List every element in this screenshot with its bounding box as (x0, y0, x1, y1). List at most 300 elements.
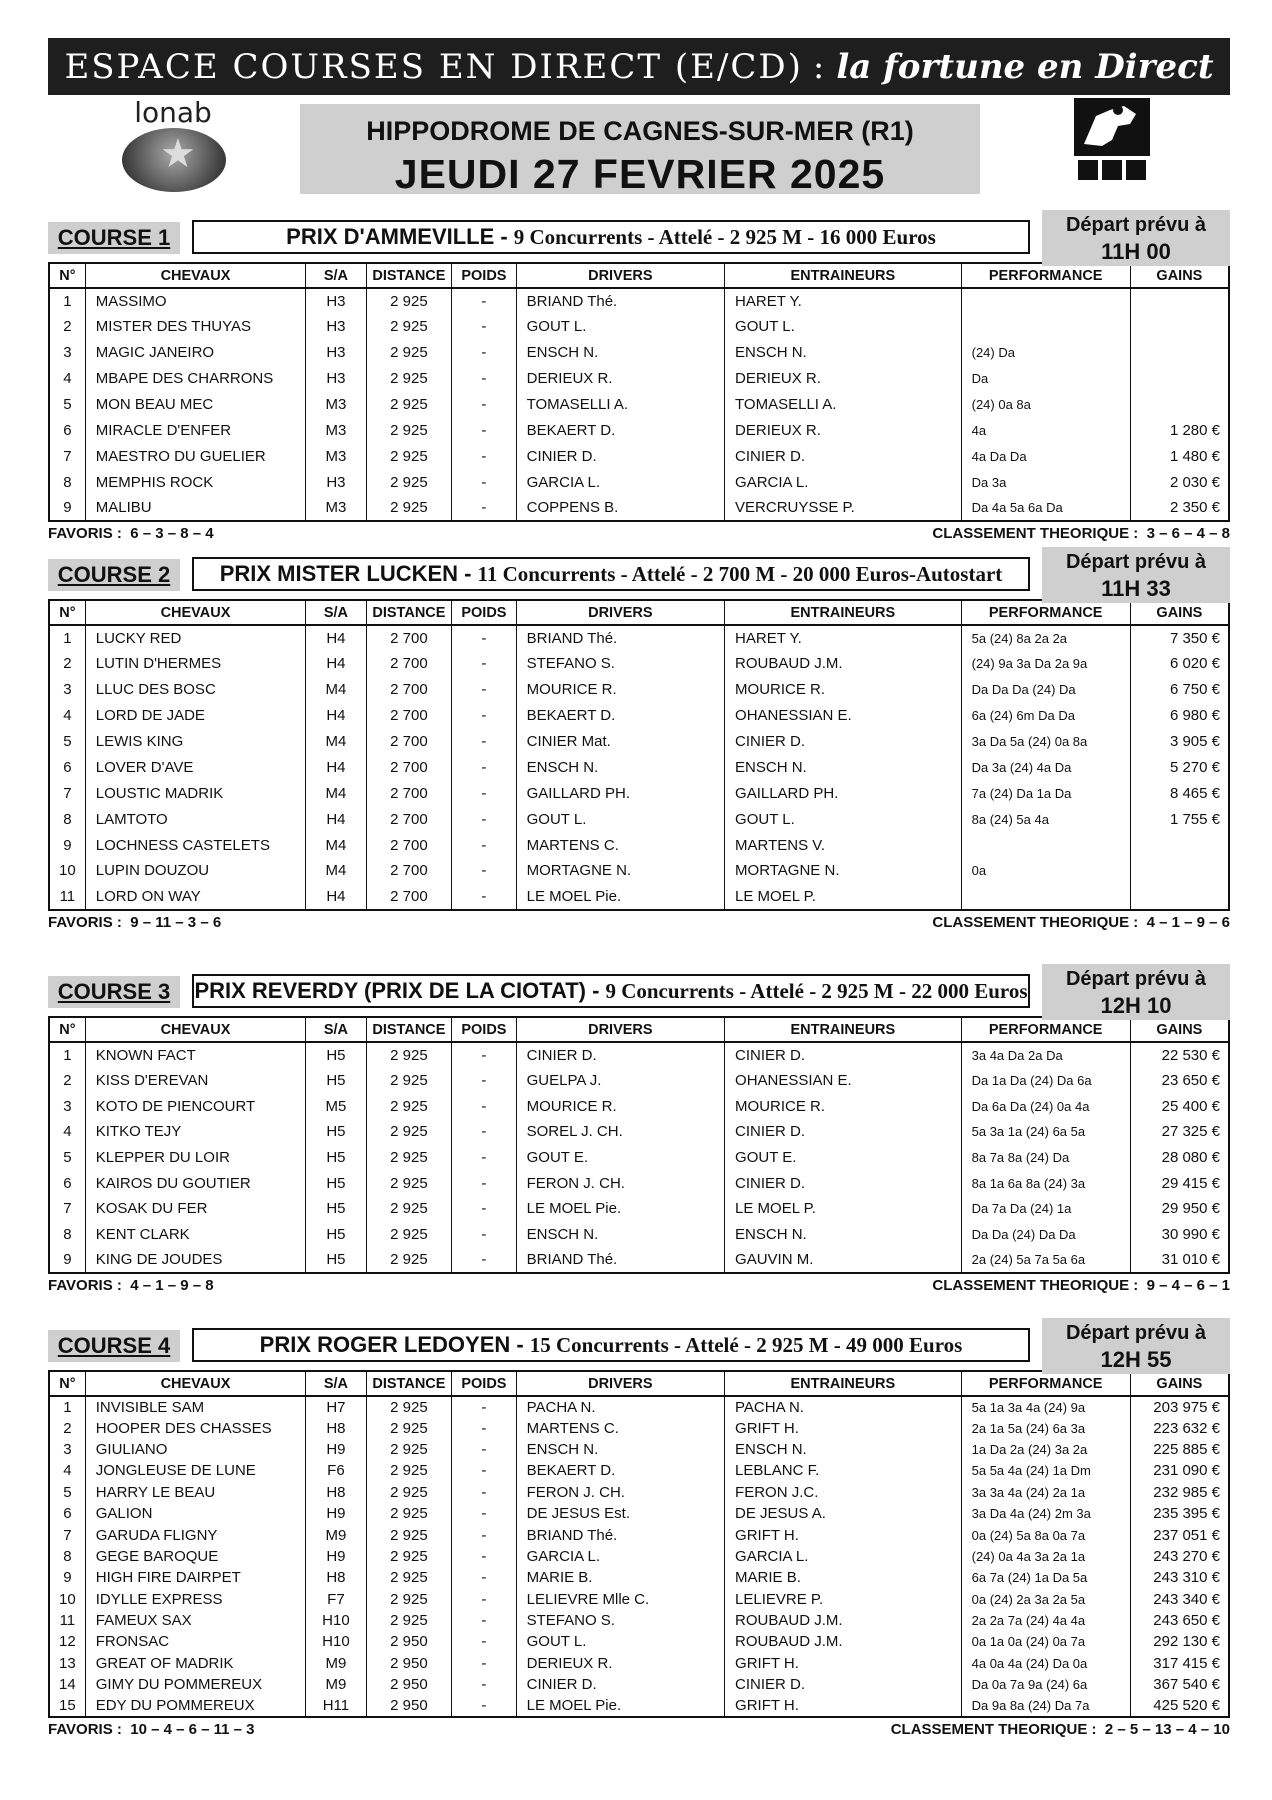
table-cell: 2 925 (366, 1248, 452, 1274)
column-header: DISTANCE (366, 263, 452, 288)
table-cell: GAILLARD PH. (516, 780, 724, 806)
table-cell: 3a 4a Da 2a Da (961, 1042, 1130, 1068)
table-cell: ROUBAUD J.M. (725, 1631, 962, 1652)
table-cell: H3 (306, 288, 366, 314)
table-cell (961, 884, 1130, 910)
prix-name: PRIX MISTER LUCKEN - (219, 561, 472, 586)
table-cell: BEKAERT D. (516, 703, 724, 729)
table-cell: GRIFT H. (725, 1417, 962, 1438)
course-title-box (192, 1328, 1030, 1362)
table-cell: Da (961, 366, 1130, 392)
table-row (49, 1695, 1229, 1716)
table-cell: 30 990 € (1130, 1222, 1229, 1248)
table-cell: (24) Da (961, 340, 1130, 366)
table-cell: 5a 3a 1a (24) 6a 5a (961, 1119, 1130, 1145)
column-header: ENTRAINEURS (725, 1371, 962, 1396)
table-cell: 4a (961, 417, 1130, 443)
table-cell: MORTAGNE N. (725, 858, 962, 884)
table-cell: SOREL J. CH. (516, 1119, 724, 1145)
table-cell: FAMEUX SAX (85, 1610, 305, 1631)
column-header: DRIVERS (516, 600, 724, 625)
table-cell: FERON J. CH. (516, 1170, 724, 1196)
table-cell: 12 (49, 1631, 85, 1652)
table-cell: - (452, 1653, 516, 1674)
table-cell: 4 (49, 366, 85, 392)
prix-name: PRIX D'AMMEVILLE - (286, 224, 508, 249)
table-cell: ENSCH N. (516, 1222, 724, 1248)
table-row (49, 1145, 1229, 1171)
table-cell: 2 925 (366, 340, 452, 366)
course-section (48, 1318, 1230, 1741)
table-cell: 2 925 (366, 1170, 452, 1196)
table-cell: 2 700 (366, 677, 452, 703)
classement-value: 4 – 1 – 9 – 6 (1146, 913, 1230, 931)
table-cell: DERIEUX R. (516, 1653, 724, 1674)
table-cell: - (452, 1631, 516, 1652)
table-cell: 2 925 (366, 1546, 452, 1567)
table-header-row (49, 263, 1229, 288)
table-row (49, 1631, 1229, 1652)
top-banner (48, 38, 1230, 95)
table-cell: 2 (49, 1068, 85, 1094)
table-cell: LELIEVRE Mlle C. (516, 1589, 724, 1610)
table-cell: H5 (306, 1222, 366, 1248)
table-cell: Da 9a 8a (24) Da 7a (961, 1695, 1130, 1716)
table-cell: 2 (49, 651, 85, 677)
table-cell: GARCIA L. (516, 1546, 724, 1567)
table-cell: LE MOEL Pie. (516, 884, 724, 910)
table-row (49, 1589, 1229, 1610)
table-cell: 5 (49, 392, 85, 418)
table-row (49, 1119, 1229, 1145)
table-cell: CINIER Mat. (516, 729, 724, 755)
table-cell: 235 395 € (1130, 1503, 1229, 1524)
table-cell: PACHA N. (516, 1396, 724, 1417)
table-cell: 2 925 (366, 417, 452, 443)
table-cell: STEFANO S. (516, 651, 724, 677)
table-cell: - (452, 1674, 516, 1695)
table-row (49, 340, 1229, 366)
table-row (49, 1503, 1229, 1524)
table-cell: H3 (306, 314, 366, 340)
table-cell: ENSCH N. (725, 1222, 962, 1248)
table-cell: - (452, 1503, 516, 1524)
table-cell (1130, 314, 1229, 340)
table-cell: KLEPPER DU LOIR (85, 1145, 305, 1171)
table-cell: LUPIN DOUZOU (85, 858, 305, 884)
table-cell: 203 975 € (1130, 1396, 1229, 1417)
table-cell: - (452, 366, 516, 392)
table-cell: MISTER DES THUYAS (85, 314, 305, 340)
column-header: ENTRAINEURS (725, 600, 962, 625)
table-cell: EDY DU POMMEREUX (85, 1695, 305, 1716)
egm-letter-box-e (1078, 160, 1098, 180)
table-row (49, 1653, 1229, 1674)
table-cell: 6a 7a (24) 1a Da 5a (961, 1567, 1130, 1588)
table-row (49, 1610, 1229, 1631)
column-header: GAINS (1130, 1017, 1229, 1042)
table-row (49, 495, 1229, 521)
table-cell: H3 (306, 469, 366, 495)
table-cell: MARIE B. (725, 1567, 962, 1588)
column-header: CHEVAUX (85, 600, 305, 625)
prix-details: 9 Concurrents - Attelé - 2 925 M - 22 000 Euros (605, 978, 1028, 1003)
prix-name: PRIX ROGER LEDOYEN - (259, 1332, 524, 1357)
table-row (49, 366, 1229, 392)
table-cell: Da 1a Da (24) Da 6a (961, 1068, 1130, 1094)
table-cell: CINIER D. (725, 443, 962, 469)
table-row (49, 1674, 1229, 1695)
table-cell: M5 (306, 1093, 366, 1119)
table-cell: - (452, 1417, 516, 1438)
table-cell: GREAT OF MADRIK (85, 1653, 305, 1674)
table-row (49, 1170, 1229, 1196)
table-cell: 23 650 € (1130, 1068, 1229, 1094)
prix-details: 11 Concurrents - Attelé - 2 700 M - 20 000 Euros-Autostart (477, 561, 1003, 586)
jockey-head (1113, 105, 1123, 115)
table-cell: ENSCH N. (516, 340, 724, 366)
depart-label: Départ prévu à (1065, 968, 1207, 990)
table-row (49, 1093, 1229, 1119)
table-cell: 2 950 (366, 1631, 452, 1652)
prix-name: PRIX REVERDY (PRIX DE LA CIOTAT) - (194, 978, 600, 1003)
classement-value: 9 – 4 – 6 – 1 (1146, 1277, 1230, 1295)
table-cell: 1a Da 2a (24) 3a 2a (961, 1439, 1130, 1460)
table-cell: H9 (306, 1546, 366, 1567)
table-cell: - (452, 1482, 516, 1503)
table-cell: 6 (49, 1503, 85, 1524)
table-cell: - (452, 703, 516, 729)
table-cell: 2 925 (366, 1396, 452, 1417)
race-header (300, 104, 980, 197)
table-cell: 2 950 (366, 1674, 452, 1695)
table-cell: (24) 9a 3a Da 2a 9a (961, 651, 1130, 677)
favoris-label: FAVORIS : (48, 525, 122, 543)
table-cell: 2 925 (366, 1093, 452, 1119)
course-section (48, 210, 1230, 545)
table-cell: BRIAND Thé. (516, 625, 724, 651)
table-cell: H4 (306, 884, 366, 910)
table-cell: 10 (49, 858, 85, 884)
table-cell: 3 905 € (1130, 729, 1229, 755)
table-cell: - (452, 729, 516, 755)
course-footer (48, 525, 1230, 545)
table-cell: - (452, 1460, 516, 1481)
favoris-value: 6 – 3 – 8 – 4 (130, 525, 214, 543)
column-header: GAINS (1130, 600, 1229, 625)
table-cell: - (452, 340, 516, 366)
column-header: S/A (306, 1017, 366, 1042)
course-label: COURSE 1 (48, 222, 180, 254)
table-cell: H4 (306, 806, 366, 832)
table-cell: GOUT E. (725, 1145, 962, 1171)
table-cell: 14 (49, 1674, 85, 1695)
table-row (49, 1417, 1229, 1438)
table-cell: H5 (306, 1042, 366, 1068)
favoris (48, 1721, 255, 1738)
course-header (48, 210, 1230, 262)
table-cell: 1 480 € (1130, 443, 1229, 469)
column-header: PERFORMANCE (961, 263, 1130, 288)
table-cell: 0a 1a 0a (24) 0a 7a (961, 1631, 1130, 1652)
table-row (49, 1068, 1229, 1094)
table-cell: Da 6a Da (24) 0a 4a (961, 1093, 1130, 1119)
table-cell: 2 925 (366, 1567, 452, 1588)
table-cell: CINIER D. (516, 1674, 724, 1695)
table-cell: 25 400 € (1130, 1093, 1229, 1119)
table-row (49, 392, 1229, 418)
table-cell: ENSCH N. (725, 340, 962, 366)
table-row (49, 314, 1229, 340)
depart-time: 11H 00 (1101, 239, 1171, 264)
depart-label: Départ prévu à (1065, 214, 1207, 236)
table-cell: H8 (306, 1567, 366, 1588)
favoris-value: 10 – 4 – 6 – 11 – 3 (130, 1720, 255, 1738)
table-cell: 2 700 (366, 703, 452, 729)
table-row (49, 651, 1229, 677)
table-cell: 13 (49, 1653, 85, 1674)
table-cell: LORD ON WAY (85, 884, 305, 910)
table-cell: CINIER D. (725, 1170, 962, 1196)
table-cell: GALION (85, 1503, 305, 1524)
table-cell: - (452, 417, 516, 443)
table-cell: - (452, 1145, 516, 1171)
favoris-label: FAVORIS : (48, 1720, 122, 1738)
table-cell: M4 (306, 832, 366, 858)
table-cell: F7 (306, 1589, 366, 1610)
table-cell: GOUT L. (725, 314, 962, 340)
table-cell: GOUT L. (516, 1631, 724, 1652)
table-cell: MORTAGNE N. (516, 858, 724, 884)
table-cell: CINIER D. (725, 1119, 962, 1145)
table-cell: 2 700 (366, 754, 452, 780)
table-cell: 28 080 € (1130, 1145, 1229, 1171)
column-header: ENTRAINEURS (725, 263, 962, 288)
depart-box (1042, 964, 1230, 1020)
column-header: ENTRAINEURS (725, 1017, 962, 1042)
table-cell: H9 (306, 1439, 366, 1460)
table-cell: DERIEUX R. (725, 417, 962, 443)
egm-letter-box-m (1126, 160, 1146, 180)
table-cell: DE JESUS Est. (516, 1503, 724, 1524)
table-cell: LE MOEL Pie. (516, 1196, 724, 1222)
table-cell: 3a 3a 4a (24) 2a 1a (961, 1482, 1130, 1503)
table-cell: FERON J.C. (725, 1482, 962, 1503)
table-cell: 0a (961, 858, 1130, 884)
favoris-label: FAVORIS : (48, 1277, 122, 1295)
table-cell: LLUC DES BOSC (85, 677, 305, 703)
table-cell: 29 950 € (1130, 1196, 1229, 1222)
depart-label: Départ prévu à (1065, 551, 1207, 573)
table-cell: - (452, 1119, 516, 1145)
table-cell: 29 415 € (1130, 1170, 1229, 1196)
table-cell: GAILLARD PH. (725, 780, 962, 806)
table-cell: KITKO TEJY (85, 1119, 305, 1145)
classement-theorique (932, 1277, 1230, 1294)
table-cell: 1 (49, 625, 85, 651)
table-cell: ROUBAUD J.M. (725, 651, 962, 677)
table-cell: Da Da (24) Da Da (961, 1222, 1130, 1248)
table-cell: 4a 0a 4a (24) Da 0a (961, 1653, 1130, 1674)
table-cell: GRIFT H. (725, 1653, 962, 1674)
table-cell: 425 520 € (1130, 1695, 1229, 1716)
column-header: DRIVERS (516, 1371, 724, 1396)
table-cell (961, 832, 1130, 858)
table-cell: F6 (306, 1460, 366, 1481)
table-cell: 2 700 (366, 780, 452, 806)
table-cell: 6 (49, 754, 85, 780)
table-cell: - (452, 1524, 516, 1545)
table-cell: KAIROS DU GOUTIER (85, 1170, 305, 1196)
table-cell: MARIE B. (516, 1567, 724, 1588)
table-cell: LUTIN D'HERMES (85, 651, 305, 677)
table-cell: M4 (306, 677, 366, 703)
table-cell: STEFANO S. (516, 1610, 724, 1631)
prix-details: 15 Concurrents - Attelé - 2 925 M - 49 000 Euros (529, 1332, 963, 1357)
table-cell: - (452, 469, 516, 495)
column-header: POIDS (452, 1371, 516, 1396)
table-cell: ENSCH N. (725, 1439, 962, 1460)
table-cell: PACHA N. (725, 1396, 962, 1417)
logo-text: lonab (134, 96, 212, 129)
table-cell: 243 310 € (1130, 1567, 1229, 1588)
table-cell: 6 980 € (1130, 703, 1229, 729)
table-row (49, 1546, 1229, 1567)
table-cell (1130, 884, 1229, 910)
table-cell: HARRY LE BEAU (85, 1482, 305, 1503)
table-cell: 292 130 € (1130, 1631, 1229, 1652)
table-cell: H3 (306, 366, 366, 392)
column-header: S/A (306, 1371, 366, 1396)
table-cell: 8 (49, 1222, 85, 1248)
table-row (49, 1248, 1229, 1274)
table-cell: 231 090 € (1130, 1460, 1229, 1481)
course-label: COURSE 3 (48, 976, 180, 1008)
table-row (49, 1196, 1229, 1222)
column-header: S/A (306, 600, 366, 625)
column-header: DRIVERS (516, 263, 724, 288)
table-cell (1130, 858, 1229, 884)
table-cell: GARCIA L. (725, 469, 962, 495)
table-cell: H8 (306, 1482, 366, 1503)
table-cell: BRIAND Thé. (516, 1248, 724, 1274)
table-cell: 2 925 (366, 469, 452, 495)
table-cell: BRIAND Thé. (516, 1524, 724, 1545)
table-cell (1130, 366, 1229, 392)
table-cell: - (452, 677, 516, 703)
table-cell: CINIER D. (516, 1042, 724, 1068)
course-section (48, 964, 1230, 1297)
table-cell: Da 7a Da (24) 1a (961, 1196, 1130, 1222)
table-cell: 5 (49, 1482, 85, 1503)
table-cell: - (452, 1196, 516, 1222)
table-cell: LE MOEL Pie. (516, 1695, 724, 1716)
table-cell: 2 (49, 314, 85, 340)
classement-theorique (932, 914, 1230, 931)
table-cell: 9 (49, 1248, 85, 1274)
table-cell: 2 925 (366, 1196, 452, 1222)
table-row (49, 1524, 1229, 1545)
table-cell: H5 (306, 1248, 366, 1274)
table-cell: 8 465 € (1130, 780, 1229, 806)
table-cell: DE JESUS A. (725, 1503, 962, 1524)
table-cell: H5 (306, 1196, 366, 1222)
column-header: N° (49, 263, 85, 288)
table-cell: M4 (306, 780, 366, 806)
table-cell: 2 350 € (1130, 495, 1229, 521)
table-cell: M3 (306, 392, 366, 418)
table-cell: M3 (306, 443, 366, 469)
table-cell: 5 270 € (1130, 754, 1229, 780)
table-cell: MARTENS C. (516, 1417, 724, 1438)
course-header (48, 964, 1230, 1016)
table-cell: - (452, 1546, 516, 1567)
table-cell: MARTENS V. (725, 832, 962, 858)
table-cell: - (452, 1589, 516, 1610)
table-cell: 2 700 (366, 729, 452, 755)
table-row (49, 858, 1229, 884)
table-cell: - (452, 651, 516, 677)
table-cell: 11 (49, 1610, 85, 1631)
table-cell: 223 632 € (1130, 1417, 1229, 1438)
column-header: POIDS (452, 600, 516, 625)
table-cell: CINIER D. (725, 1042, 962, 1068)
column-header: PERFORMANCE (961, 600, 1130, 625)
table-cell: 2 950 (366, 1695, 452, 1716)
table-cell: H10 (306, 1631, 366, 1652)
table-cell: 4a Da Da (961, 443, 1130, 469)
table-cell: MOURICE R. (725, 677, 962, 703)
table-cell: 2 925 (366, 288, 452, 314)
table-cell: H9 (306, 1503, 366, 1524)
column-header: DISTANCE (366, 1017, 452, 1042)
course-title-box (192, 557, 1030, 591)
table-cell: 2 700 (366, 832, 452, 858)
table-cell: - (452, 1396, 516, 1417)
table-cell: H11 (306, 1695, 366, 1716)
depart-box (1042, 547, 1230, 603)
table-cell: 7 (49, 1196, 85, 1222)
table-cell: GIMY DU POMMEREUX (85, 1674, 305, 1695)
table-cell: MOURICE R. (516, 677, 724, 703)
table-cell: 2 925 (366, 314, 452, 340)
table-cell: 7 350 € (1130, 625, 1229, 651)
table-header-row (49, 1371, 1229, 1396)
table-cell: 1 (49, 1396, 85, 1417)
table-header-row (49, 1017, 1229, 1042)
table-cell: 3 (49, 1439, 85, 1460)
table-cell: MOURICE R. (516, 1093, 724, 1119)
table-cell: GOUT L. (725, 806, 962, 832)
table-cell: GRIFT H. (725, 1524, 962, 1545)
table-cell: H8 (306, 1417, 366, 1438)
table-cell: GARCIA L. (516, 469, 724, 495)
table-cell: 5 (49, 729, 85, 755)
table-row (49, 625, 1229, 651)
table-cell: 2 925 (366, 1417, 452, 1438)
table-cell: 3 (49, 677, 85, 703)
table-cell: 2 925 (366, 1610, 452, 1631)
table-cell: LAMTOTO (85, 806, 305, 832)
table-cell (1130, 288, 1229, 314)
table-row (49, 780, 1229, 806)
table-row (49, 1042, 1229, 1068)
table-cell: - (452, 884, 516, 910)
table-cell: 9 (49, 1567, 85, 1588)
table-cell: 4 (49, 1460, 85, 1481)
table-cell: H3 (306, 340, 366, 366)
table-cell: VERCRUYSSE P. (725, 495, 962, 521)
